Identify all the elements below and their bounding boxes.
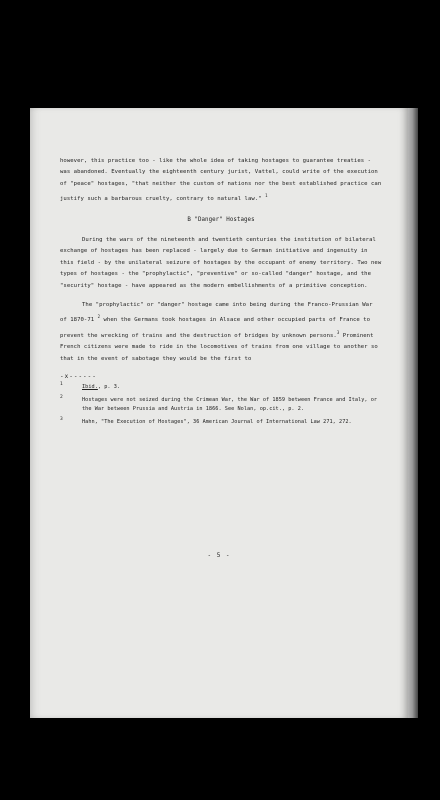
paragraph-3-part-a: The "prophylactic" or "danger" hostage came into being during the Franco-Prussian War of 1870-71 <box>60 302 376 324</box>
document-page <box>30 108 408 718</box>
paragraph-1 <box>60 156 385 206</box>
footnote-body: Hostages were not seized during the Crimean War, the War of 1859 between France and Italy, or the War between Prussia and Austria in 1866. See Nolan, op.cit., p. 2. <box>82 397 378 412</box>
page-number: - 5 - <box>207 552 231 559</box>
footnote-text <box>82 383 382 391</box>
footnote-ref-1: 1 <box>265 193 268 199</box>
paragraph-3 <box>60 300 382 365</box>
footnote-number: 1 <box>60 382 63 388</box>
paragraph-3-part-c: Prominent French citizens were made to ride in the locomotives of trains from one village to another so that in the event of sabotage they would be the first to <box>60 332 382 362</box>
footnote-body: Hahn, "The Execution of Hostages", 36 American Journal of International Law 271, 272. <box>82 418 352 425</box>
footnote-ref-2: 2 <box>97 314 101 320</box>
paragraph-3-part-b: when the Germans took hostages in Alsace and other occupied parts of France to prevent the wrecking of trains and the destruction of bridges by unknown persons. <box>60 317 374 339</box>
footnote-number: 3 <box>60 416 63 422</box>
paragraph-2: During the wars of the nineteenth and twentieth centuries the institution of bilateral exchange of hostages has been replaced - largely due to German initiative and ingenuity in this field - by the unilateral seizure of hostages by the occupant of enemy territory. Two new types of hostages - the "prophylactic", "preventive" or so-called "danger" hostage, and the "security" hostage - have appeared as the modern embellishments of a primitive conception. <box>60 237 385 289</box>
page-content <box>60 156 385 431</box>
footnotes <box>60 383 382 426</box>
footnote-3 <box>60 418 382 426</box>
footnote-1 <box>60 383 382 391</box>
footnote-number: 2 <box>60 395 63 401</box>
section-title: B "Danger" Hostages <box>187 216 255 223</box>
paragraph-1-text: however, this practice too - like the whole idea of taking hostages to guarantee treaties - was abandoned. Eventually the eighteenth century jurist, Vattel, could write of the execution of "peace" hostages, "that neither the custom of nations nor the best established practice can justify such a barbarous cruelty, contrary to natural law." <box>60 158 385 203</box>
footnote-2 <box>60 396 382 412</box>
footnote-body: , p. 3. <box>97 384 121 391</box>
footnote-ref-3: 3 <box>336 329 340 335</box>
footnote-separator: -x------ <box>60 373 97 381</box>
footnote-underlined: Ibid. <box>82 384 98 391</box>
